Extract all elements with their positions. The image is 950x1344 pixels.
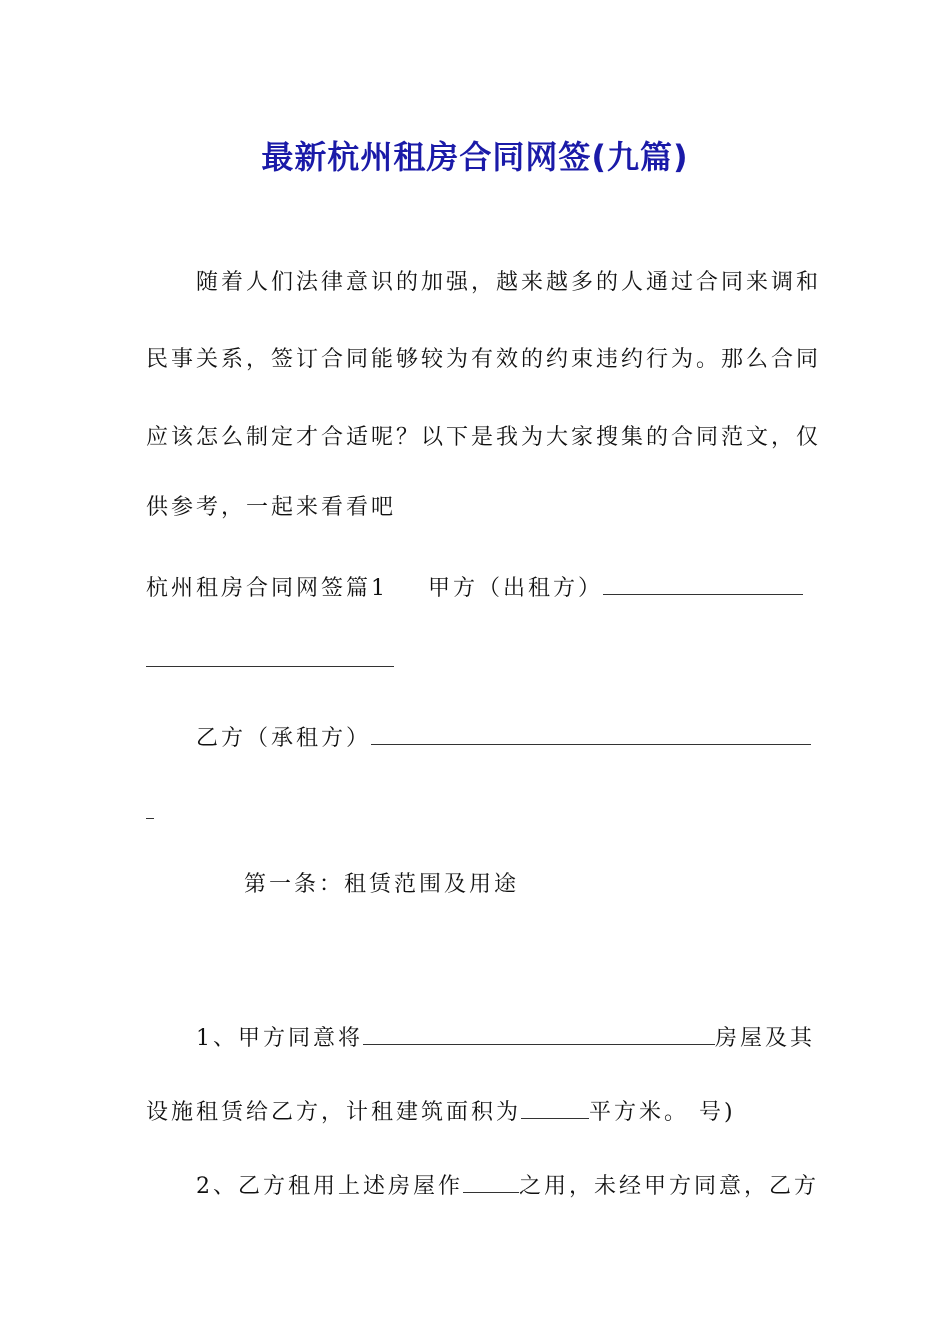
party-a-line xyxy=(146,570,806,604)
intro-line-2: 民事关系，签订合同能够较为有效的约束违约行为。那么合同 xyxy=(146,347,822,372)
clause-1-suffix: 房屋及其 xyxy=(715,1026,816,1051)
document-title: 最新杭州租房合同网签(九篇) xyxy=(261,138,689,176)
party-b-blank-continued xyxy=(146,818,154,819)
intro-line-3: 应该怎么制定才合适呢？以下是我为大家搜集的合同范文，仅 xyxy=(146,425,822,450)
article-1-heading: 第一条：租赁范围及用途 xyxy=(244,872,520,897)
intro-line-4: 供参考，一起来看看吧 xyxy=(146,495,397,520)
clause-2-line-1 xyxy=(196,1168,820,1202)
party-a-label: 甲方（出租方） xyxy=(428,576,604,601)
area-blank xyxy=(521,1094,589,1119)
clause-1-prefix: 1、甲方同意将 xyxy=(196,1026,363,1051)
party-b-line xyxy=(196,720,806,754)
section-heading: 杭州租房合同网签篇1 xyxy=(146,576,388,601)
party-a-blank-continued xyxy=(146,666,394,667)
clause-1-line-2-suffix: 平方米。 号) xyxy=(589,1100,736,1125)
clause-1-line-2 xyxy=(146,1094,806,1128)
clause-2-suffix: 之用，未经甲方同意，乙方 xyxy=(519,1174,820,1199)
clause-1-line-2-prefix: 设施租赁给乙方，计租建筑面积为 xyxy=(146,1100,522,1125)
party-b-blank xyxy=(371,720,811,745)
intro-line-1: 随着人们法律意识的加强，越来越多的人通过合同来调和 xyxy=(196,270,822,295)
usage-blank xyxy=(463,1168,519,1193)
clause-2-prefix: 2、乙方租用上述房屋作 xyxy=(196,1174,463,1199)
clause-1-line-1 xyxy=(196,1020,816,1054)
clause-1-property-blank xyxy=(363,1020,715,1045)
party-a-blank xyxy=(603,570,803,595)
party-b-label: 乙方（承租方） xyxy=(196,726,372,751)
